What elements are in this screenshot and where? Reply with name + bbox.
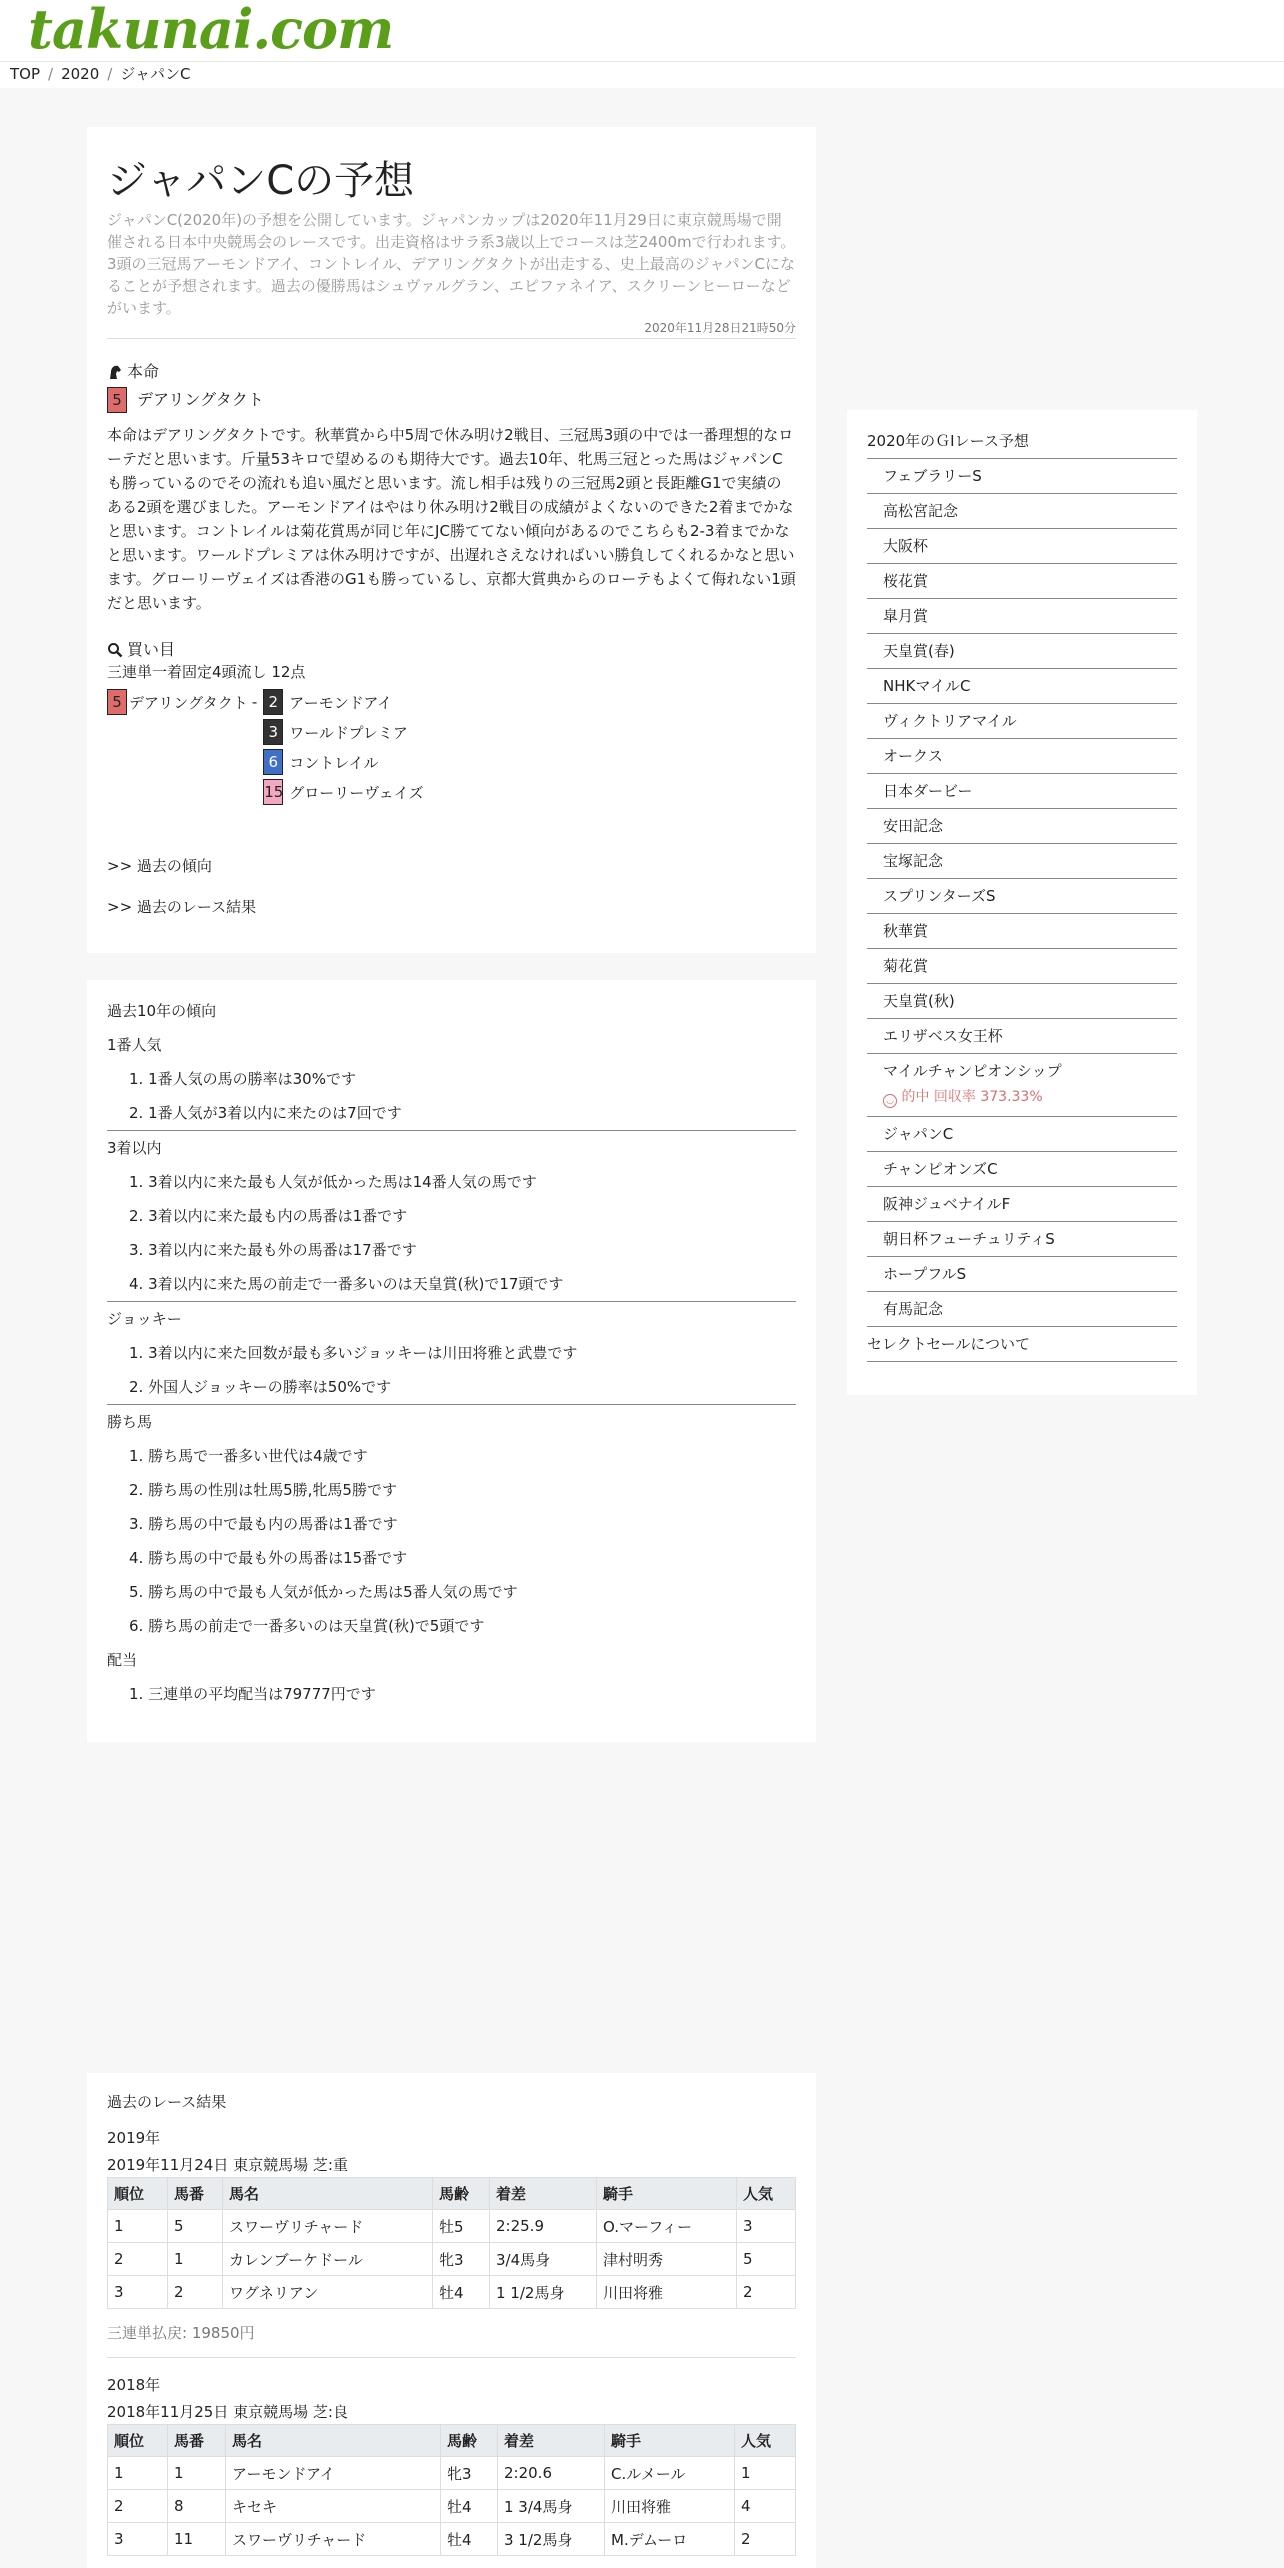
trend-item: 6. 勝ち馬の前走で一番多いのは天皇賞(秋)で5頭です [129, 1617, 485, 1635]
results-title: 過去のレース結果 [107, 2093, 227, 2111]
trend-item: 2. 勝ち馬の性別は牡馬5勝,牝馬5勝です [129, 1481, 397, 1499]
table-cell: キセキ [226, 2490, 441, 2523]
sidebar-item-race[interactable]: 皐月賞 [867, 599, 1177, 634]
payout-text: 三連単払戻: 19850円 [107, 2309, 796, 2358]
result-year: 2019年 [107, 2129, 161, 2147]
article-lead: ジャパンC(2020年)の予想を公開しています。ジャパンカップは2020年11月29日に東京競馬場で開催される日本中央競馬会のレースです。出走資格はサラ系3歳以上でコースは芝2400mで行われます。3頭の三冠馬アーモンドアイ、コントレイル、デアリングタクトが出走する、史上最高のジャパンCになることが予想されます。過去の優勝馬はシュヴァルグラン、エピファネイア、スクリーンヒーローなどがいます。 [107, 211, 796, 317]
table-cell: 牝3 [441, 2457, 498, 2490]
trend-item: 2. 3着以内に来た最も内の馬番は1番です [129, 1207, 408, 1225]
trend-list [107, 1165, 796, 1301]
col-header: 馬名 [226, 2425, 441, 2457]
col-header: 馬齢 [441, 2425, 498, 2457]
sidebar-item-race[interactable]: 高松宮記念 [867, 494, 1177, 529]
site-logo[interactable]: takunai.com [28, 0, 394, 61]
trend-item: 1. 1番人気の馬の勝率は30%です [129, 1070, 356, 1088]
trend-section [107, 1405, 796, 1643]
table-cell: 2 [168, 2276, 223, 2309]
buy-other-row [263, 717, 423, 747]
sidebar-item-race[interactable]: NHKマイルC [867, 669, 1177, 704]
sidebar-item-race[interactable]: ヴィクトリアマイル [867, 704, 1177, 739]
honmei-horse [107, 387, 796, 413]
buy-other-name: グローリーヴェイズ [289, 783, 424, 802]
breadcrumb-top[interactable]: TOP [10, 65, 41, 83]
trend-section-title: ジョッキー [107, 1310, 182, 1328]
result-race-info: 2018年11月25日 東京競馬場 芝:良 [107, 2403, 348, 2421]
link-past-trend[interactable]: >> 過去の傾向 [107, 857, 212, 875]
sidebar-item-race[interactable]: 安田記念 [867, 809, 1177, 844]
breadcrumb-year[interactable]: 2020 [61, 65, 100, 83]
sidebar-title: 2020年のＧⅠレース予想 [867, 424, 1177, 459]
buy-combination [107, 687, 796, 807]
col-header: 着差 [498, 2425, 605, 2457]
breadcrumb [0, 62, 1284, 88]
table-cell: 牡4 [441, 2490, 498, 2523]
trend-item: 1. 勝ち馬で一番多い世代は4歳です [129, 1447, 368, 1465]
table-cell: 3 [108, 2276, 168, 2309]
sidebar-item-race[interactable]: オークス [867, 739, 1177, 774]
trend-item: 2. 外国人ジョッキーの勝率は50%です [129, 1378, 392, 1396]
sidebar-item-race[interactable]: チャンピオンズC [867, 1152, 1177, 1187]
horse-number-badge: 6 [263, 749, 283, 775]
trend-section [107, 1643, 796, 1711]
sidebar-item-race[interactable]: 有馬記念 [867, 1292, 1177, 1327]
honmei-heading [107, 361, 796, 383]
table-cell: 川田将雅 [597, 2276, 737, 2309]
table-row [108, 2457, 796, 2490]
breadcrumb-separator: / [48, 65, 54, 83]
buy-separator: - [251, 693, 258, 711]
buy-first [107, 687, 263, 717]
horse-number-badge: 2 [263, 689, 283, 715]
col-header: 馬名 [223, 2178, 433, 2210]
sidebar-item-race[interactable]: 日本ダービー [867, 774, 1177, 809]
trend-section-title: 1番人気 [107, 1036, 162, 1054]
horse-head-icon [107, 364, 123, 380]
table-cell: 3/4馬身 [490, 2243, 597, 2276]
buy-heading [107, 639, 796, 661]
col-header: 順位 [108, 2178, 168, 2210]
trend-card [87, 980, 816, 1742]
sidebar-item-race[interactable]: スプリンターズS [867, 879, 1177, 914]
table-header-row [108, 2425, 796, 2457]
hit-text: 的中 回収率 373.33% [901, 1089, 1043, 1105]
buy-other-row [263, 747, 423, 777]
table-cell: 牡4 [441, 2523, 498, 2556]
result-table [107, 2424, 796, 2556]
sidebar-item-race[interactable]: ホープフルS [867, 1257, 1177, 1292]
table-cell: アーモンドアイ [226, 2457, 441, 2490]
result-year-block [107, 2123, 796, 2358]
col-header: 着差 [490, 2178, 597, 2210]
trend-section-title: 配当 [107, 1651, 138, 1669]
trend-item: 5. 勝ち馬の中で最も人気が低かった馬は5番人気の馬です [129, 1583, 518, 1601]
sidebar-item-select-sale[interactable]: セレクトセールについて [867, 1327, 1177, 1362]
site-header [0, 0, 1284, 62]
prediction-comment: 本命はデアリングタクトです。秋華賞から中5周で休み明け2戦目、三冠馬3頭の中では一番理想的なローテだと思います。斤量53キロで望めるのも期待大です。過去10年、牝馬三冠とった馬はジャパンCも勝っているのでその流れも追い風だと思います。流し相手は残りの三冠馬2頭と長距離G1で実績のある2頭を選びました。アーモンドアイはやはり休み明け2戦目の成績がよくないのできた2着までかなと思います。コントレイルは菊花賞馬が同じ年にJC勝ててない傾向があるのでこちらも2-3着までかなと思います。ワールドプレミアは休み明けですが、出遅れさえなければいい勝負してくれるかなと思います。グローリーヴェイズは香港のG1も勝っているし、京都大賞典からのローテもよくて侮れない1頭だと思います。 [107, 426, 796, 612]
trend-list [107, 1336, 796, 1404]
trend-item: 1. 3着以内に来た最も人気が低かった馬は14番人気の馬です [129, 1173, 537, 1191]
table-cell: 4 [735, 2490, 796, 2523]
buy-other-row [263, 687, 423, 717]
table-cell: O.マーフィー [597, 2210, 737, 2243]
col-header: 人気 [735, 2425, 796, 2457]
trend-list [107, 1062, 796, 1130]
table-row [108, 2243, 796, 2276]
buy-other-name: アーモンドアイ [289, 693, 392, 712]
sidebar-item-race[interactable]: 天皇賞(秋) [867, 984, 1177, 1019]
table-cell: 1 3/4馬身 [498, 2490, 605, 2523]
trend-item: 1. 三連単の平均配当は79777円です [129, 1685, 376, 1703]
table-cell: カレンブーケドール [223, 2243, 433, 2276]
table-cell: 1 [168, 2457, 226, 2490]
sidebar-item-race[interactable]: 朝日杯フューチュリティS [867, 1222, 1177, 1257]
sidebar-item-race[interactable]: フェブラリーS [867, 459, 1177, 494]
table-header-row [108, 2178, 796, 2210]
horse-number-badge: 15 [263, 779, 283, 805]
trend-item: 4. 勝ち馬の中で最も外の馬番は15番です [129, 1549, 408, 1567]
table-row [108, 2210, 796, 2243]
col-header: 順位 [108, 2425, 168, 2457]
sidebar-item-race[interactable]: 宝塚記念 [867, 844, 1177, 879]
trend-item: 2. 1番人気が3着以内に来たのは7回です [129, 1104, 402, 1122]
table-cell: 11 [168, 2523, 226, 2556]
table-cell: 3 1/2馬身 [498, 2523, 605, 2556]
sidebar-item-race[interactable]: 天皇賞(春) [867, 634, 1177, 669]
col-header: 馬齢 [433, 2178, 490, 2210]
buy-first-name: デアリングタクト [129, 693, 248, 712]
col-header: 馬番 [168, 2425, 226, 2457]
result-year: 2018年 [107, 2376, 161, 2394]
table-cell: M.デムーロ [605, 2523, 735, 2556]
sidebar-item-race[interactable]: 秋華賞 [867, 914, 1177, 949]
sidebar-item-race-hit[interactable] [867, 1054, 1177, 1117]
trend-list [107, 1677, 796, 1711]
table-cell: 2 [735, 2523, 796, 2556]
table-cell: 2:25.9 [490, 2210, 597, 2243]
buy-other-name: コントレイル [289, 753, 379, 772]
results-card [87, 2073, 816, 2568]
result-year-block [107, 2370, 796, 2556]
table-cell: ワグネリアン [223, 2276, 433, 2309]
sidebar-item-race[interactable]: 大阪杯 [867, 529, 1177, 564]
horse-number-badge: 5 [107, 689, 127, 715]
trend-title: 過去10年の傾向 [107, 1002, 217, 1020]
table-cell: 牝3 [433, 2243, 490, 2276]
trend-section-title: 勝ち馬 [107, 1413, 153, 1431]
table-cell: 2 [108, 2243, 168, 2276]
hit-badge [883, 1088, 1177, 1116]
trend-item: 3. 勝ち馬の中で最も内の馬番は1番です [129, 1515, 398, 1533]
table-cell: スワーヴリチャード [226, 2523, 441, 2556]
sidebar-item-race[interactable]: 阪神ジュベナイルF [867, 1187, 1177, 1222]
table-cell: C.ルメール [605, 2457, 735, 2490]
table-cell: スワーヴリチャード [223, 2210, 433, 2243]
search-icon [107, 642, 123, 658]
prediction-card [87, 127, 816, 953]
table-cell: 川田将雅 [605, 2490, 735, 2523]
honmei-horse-name: デアリングタクト [137, 390, 264, 409]
col-header: 騎手 [605, 2425, 735, 2457]
table-cell: 5 [737, 2243, 796, 2276]
col-header: 人気 [737, 2178, 796, 2210]
sidebar-item-race[interactable]: 桜花賞 [867, 564, 1177, 599]
table-cell: 2 [108, 2490, 168, 2523]
buy-other-name: ワールドプレミア [289, 723, 408, 742]
buy-other-row [263, 777, 423, 807]
table-cell: 牡4 [433, 2276, 490, 2309]
table-cell: 2 [737, 2276, 796, 2309]
trend-list [107, 1439, 796, 1643]
table-row [108, 2523, 796, 2556]
sidebar-item-race[interactable]: エリザベス女王杯 [867, 1019, 1177, 1054]
col-header: 騎手 [597, 2178, 737, 2210]
buy-others [263, 687, 423, 807]
smile-icon: ◡ [883, 1094, 897, 1108]
table-cell: 1 [168, 2243, 223, 2276]
table-cell: 5 [168, 2210, 223, 2243]
breadcrumb-current: ジャパンC [120, 65, 191, 83]
link-past-results[interactable]: >> 過去のレース結果 [107, 898, 257, 916]
trend-item: 3. 3着以内に来た最も外の馬番は17番です [129, 1241, 417, 1259]
table-cell: 牡5 [433, 2210, 490, 2243]
result-race-info: 2019年11月24日 東京競馬場 芝:重 [107, 2156, 348, 2174]
sidebar-item-race[interactable]: ジャパンC [867, 1117, 1177, 1152]
table-cell: 2:20.6 [498, 2457, 605, 2490]
sidebar-g1-list [847, 410, 1197, 1395]
table-row [108, 2490, 796, 2523]
sidebar-item-label: マイルチャンピオンシップ [883, 1062, 1062, 1080]
table-cell: 1 [735, 2457, 796, 2490]
result-table [107, 2177, 796, 2309]
table-cell: 3 [108, 2523, 168, 2556]
buy-type: 三連単一着固定4頭流し 12点 [107, 663, 306, 681]
table-cell: 1 [108, 2457, 168, 2490]
horse-number-badge: 5 [107, 387, 127, 413]
sidebar-item-race[interactable]: 菊花賞 [867, 949, 1177, 984]
table-cell: 8 [168, 2490, 226, 2523]
honmei-label: 本命 [127, 362, 160, 381]
table-cell: 3 [737, 2210, 796, 2243]
trend-section [107, 1131, 796, 1302]
breadcrumb-separator: / [107, 65, 113, 83]
sidebar-race-list [867, 459, 1177, 1362]
table-cell: 津村明秀 [597, 2243, 737, 2276]
trend-section [107, 1028, 796, 1131]
trend-section [107, 1302, 796, 1405]
page-title: ジャパンCの予想 [107, 158, 415, 204]
table-cell: 1 1/2馬身 [490, 2276, 597, 2309]
table-cell: 1 [108, 2210, 168, 2243]
horse-number-badge: 3 [263, 719, 283, 745]
publish-date: 2020年11月28日21時50分 [107, 319, 796, 339]
trend-item: 1. 3着以内に来た回数が最も多いジョッキーは川田将雅と武豊です [129, 1344, 578, 1362]
table-row [108, 2276, 796, 2309]
trend-item: 4. 3着以内に来た馬の前走で一番多いのは天皇賞(秋)で17頭です [129, 1275, 564, 1293]
col-header: 馬番 [168, 2178, 223, 2210]
buy-label: 買い目 [127, 640, 176, 659]
trend-section-title: 3着以内 [107, 1139, 162, 1157]
